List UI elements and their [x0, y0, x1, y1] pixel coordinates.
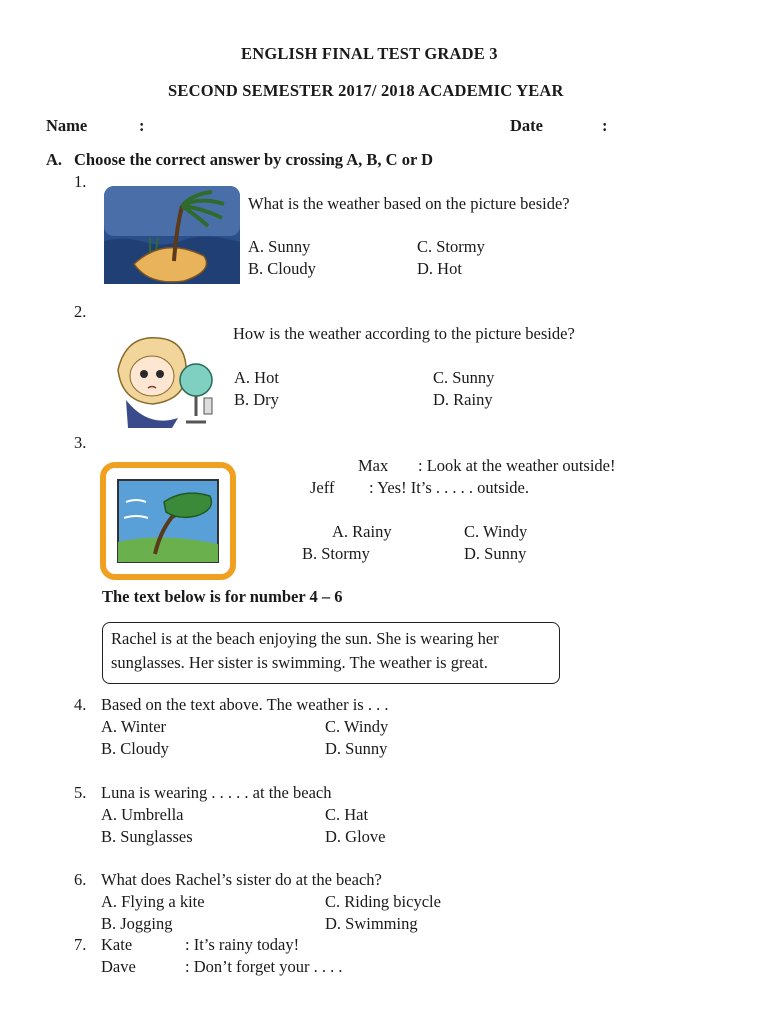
windy-tree-frame-icon — [100, 462, 236, 580]
option-b[interactable]: B. Sunglasses — [101, 827, 193, 846]
option-c[interactable]: C. Windy — [464, 522, 528, 541]
option-b[interactable]: B. Dry — [234, 390, 279, 409]
option-a[interactable]: A. Rainy — [332, 522, 392, 541]
question-text: What does Rachel’s sister do at the beach? — [101, 870, 382, 889]
question-text: How is the weather according to the picture beside? — [233, 324, 575, 343]
section-letter: A. — [46, 150, 63, 169]
date-label: Date — [510, 116, 543, 135]
dialog-line: : It’s rainy today! — [185, 935, 300, 954]
name-colon: : — [139, 116, 145, 135]
option-a[interactable]: A. Umbrella — [101, 805, 184, 824]
dialog-line: : Yes! It’s . . . . . outside. — [369, 478, 529, 497]
option-d[interactable]: D. Glove — [325, 827, 386, 846]
dialog-line: : Don’t forget your . . . . — [185, 957, 343, 976]
dialog-speaker: Max — [358, 456, 389, 475]
page-subtitle: SECOND SEMESTER 2017/ 2018 ACADEMIC YEAR — [168, 81, 564, 100]
dialog-speaker: Jeff — [310, 478, 335, 497]
option-d[interactable]: D. Sunny — [464, 544, 527, 563]
question-number: 4. — [74, 695, 87, 714]
question-number: 5. — [74, 783, 87, 802]
option-b[interactable]: B. Cloudy — [101, 739, 169, 758]
dialog-line: : Look at the weather outside! — [418, 456, 616, 475]
option-c[interactable]: C. Sunny — [433, 368, 495, 387]
option-d[interactable]: D. Rainy — [433, 390, 493, 409]
question-number: 2. — [74, 302, 87, 321]
option-b[interactable]: B. Jogging — [101, 914, 173, 933]
option-a[interactable]: A. Winter — [101, 717, 167, 736]
option-a[interactable]: A. Hot — [234, 368, 279, 387]
dialog-speaker: Kate — [101, 935, 133, 954]
reading-line: sunglasses. Her sister is swimming. The weather is great. — [111, 653, 488, 672]
option-d[interactable]: D. Sunny — [325, 739, 388, 758]
reading-line: Rachel is at the beach enjoying the sun. She is wearing her — [111, 629, 499, 648]
dialog-speaker: Dave — [101, 957, 136, 976]
question-text: Based on the text above. The weather is . . . — [101, 695, 389, 714]
option-d[interactable]: D. Swimming — [325, 914, 418, 933]
option-d[interactable]: D. Hot — [417, 259, 462, 278]
option-b[interactable]: B. Cloudy — [248, 259, 316, 278]
question-number: 3. — [74, 433, 87, 452]
question-number: 1. — [74, 172, 87, 191]
reading-text-box — [102, 622, 560, 684]
option-c[interactable]: C. Riding bicycle — [325, 892, 441, 911]
option-c[interactable]: C. Stormy — [417, 237, 485, 256]
option-a[interactable]: A. Flying a kite — [101, 892, 205, 911]
question-text: Luna is wearing . . . . . at the beach — [101, 783, 332, 802]
option-c[interactable]: C. Windy — [325, 717, 389, 736]
stormy-island-icon — [104, 186, 240, 284]
hot-girl-fan-icon — [108, 330, 224, 428]
option-a[interactable]: A. Sunny — [248, 237, 311, 256]
reading-heading: The text below is for number 4 – 6 — [102, 587, 343, 606]
option-c[interactable]: C. Hat — [325, 805, 369, 824]
section-instruction: Choose the correct answer by crossing A, B, C or D — [74, 150, 434, 169]
name-label: Name — [46, 116, 88, 135]
question-number: 7. — [74, 935, 87, 954]
date-colon: : — [602, 116, 608, 135]
option-b[interactable]: B. Stormy — [302, 544, 370, 563]
question-number: 6. — [74, 870, 87, 889]
question-text: What is the weather based on the picture beside? — [248, 194, 570, 213]
page-title: ENGLISH FINAL TEST GRADE 3 — [241, 44, 498, 63]
